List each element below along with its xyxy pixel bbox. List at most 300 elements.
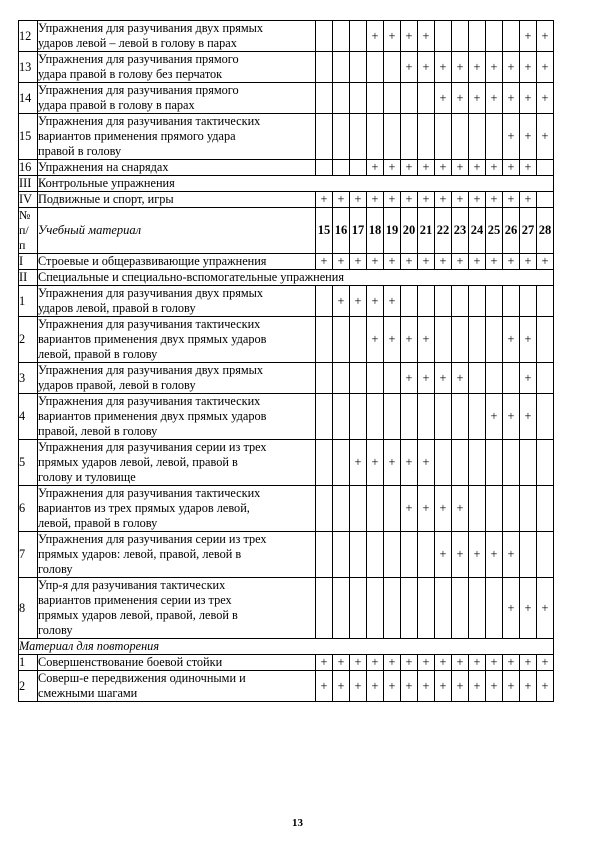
lesson-mark-cell [350,394,367,440]
lesson-mark-cell: + [350,254,367,270]
lesson-mark-cell [520,532,537,578]
header-num-line: п/ [19,223,29,237]
lesson-mark-cell [435,578,452,639]
lesson-mark-cell [316,114,333,160]
exercise-description [38,317,316,363]
lesson-mark-cell: + [486,532,503,578]
header-material: Учебный материал [38,208,316,254]
lesson-mark-cell [452,317,469,363]
header-num-line: п [19,238,26,252]
row-number: 12 [19,21,38,52]
header-lesson-27: 27 [520,208,537,254]
lesson-mark-cell: + [503,83,520,114]
lesson-mark-cell [503,486,520,532]
lesson-mark-cell: + [452,671,469,702]
description-line: Совершенствование боевой стойки [38,655,223,669]
lesson-mark-cell [350,486,367,532]
description-line: ударов левой, правой в голову [38,301,196,315]
description-line: удара правой в голову в парах [38,98,195,112]
table-row [19,671,554,702]
lesson-mark-cell: + [384,192,401,208]
lesson-mark-cell: + [367,254,384,270]
lesson-mark-cell [486,486,503,532]
lesson-mark-cell: + [367,192,384,208]
table-row [19,254,554,270]
lesson-mark-cell: + [367,440,384,486]
lesson-mark-cell: + [503,671,520,702]
lesson-mark-cell [333,578,350,639]
description-line: Строевые и общеразвивающие упражнения [38,254,267,268]
lesson-mark-cell: + [367,21,384,52]
table-row [19,655,554,671]
lesson-mark-cell: + [401,671,418,702]
lesson-mark-cell: + [333,192,350,208]
description-line: Упражнения для разучивания серии из трех [38,440,267,454]
lesson-mark-cell: + [316,254,333,270]
description-line: голову [38,562,73,576]
lesson-mark-cell [435,394,452,440]
lesson-mark-cell [452,440,469,486]
header-lesson-16: 16 [333,208,350,254]
lesson-mark-cell [469,286,486,317]
row-number: I [19,254,38,270]
lesson-mark-cell: + [503,317,520,363]
row-number: 16 [19,160,38,176]
lesson-mark-cell: + [384,160,401,176]
lesson-mark-cell: + [350,655,367,671]
table-row [19,160,554,176]
exercise-description [38,114,316,160]
lesson-mark-cell: + [435,363,452,394]
lesson-mark-cell [486,286,503,317]
section-title: Специальные и специально-вспомогательные упражнения [38,270,554,286]
lesson-mark-cell [469,440,486,486]
lesson-mark-cell: + [520,671,537,702]
row-number: 8 [19,578,38,639]
lesson-mark-cell: + [503,192,520,208]
lesson-mark-cell [486,578,503,639]
lesson-mark-cell: + [452,486,469,532]
lesson-mark-cell: + [435,486,452,532]
table-row [19,440,554,486]
lesson-mark-cell: + [520,254,537,270]
table-body-bottom [19,254,554,702]
lesson-mark-cell: + [486,160,503,176]
lesson-mark-cell: + [384,440,401,486]
exercise-description [38,254,316,270]
lesson-mark-cell [316,363,333,394]
lesson-mark-cell: + [367,286,384,317]
description-line: Упражнения для разучивания тактических [38,317,261,331]
lesson-mark-cell: + [418,655,435,671]
lesson-mark-cell [384,394,401,440]
lesson-mark-cell [537,394,554,440]
header-lesson-24: 24 [469,208,486,254]
lesson-mark-cell: + [537,21,554,52]
table-row [19,21,554,52]
lesson-mark-cell: + [435,52,452,83]
lesson-mark-cell: + [316,671,333,702]
lesson-mark-cell [435,21,452,52]
lesson-mark-cell [486,21,503,52]
lesson-mark-cell [333,317,350,363]
exercise-description [38,394,316,440]
lesson-mark-cell: + [452,160,469,176]
lesson-mark-cell [418,532,435,578]
lesson-mark-cell [503,440,520,486]
page-number: 13 [292,817,303,829]
lesson-mark-cell: + [401,192,418,208]
lesson-mark-cell [367,486,384,532]
lesson-mark-cell: + [316,192,333,208]
lesson-mark-cell: + [401,52,418,83]
lesson-mark-cell [384,363,401,394]
row-number: 2 [19,671,38,702]
lesson-mark-cell [469,363,486,394]
row-number: 2 [19,317,38,363]
lesson-mark-cell [350,114,367,160]
lesson-mark-cell: + [520,655,537,671]
row-number: 13 [19,52,38,83]
lesson-mark-cell: + [469,192,486,208]
lesson-mark-cell [401,578,418,639]
lesson-mark-cell: + [537,671,554,702]
lesson-mark-cell: + [452,192,469,208]
row-number: 4 [19,394,38,440]
lesson-mark-cell: + [401,440,418,486]
lesson-mark-cell [469,578,486,639]
lesson-mark-cell [401,532,418,578]
lesson-mark-cell [333,440,350,486]
lesson-mark-cell [350,160,367,176]
lesson-mark-cell: + [401,254,418,270]
header-lesson-17: 17 [350,208,367,254]
description-line: Упражнения для разучивания серии из трех [38,532,267,546]
lesson-mark-cell: + [520,114,537,160]
description-line: Подвижные и спорт, игры [38,192,174,206]
header-lesson-20: 20 [401,208,418,254]
lesson-mark-cell [367,83,384,114]
table-row [19,270,554,286]
lesson-mark-cell: + [435,254,452,270]
lesson-mark-cell: + [350,192,367,208]
section-title: Контрольные упражнения [38,176,554,192]
description-line: ударов левой – левой в голову в парах [38,36,237,50]
lesson-mark-cell [452,394,469,440]
lesson-mark-cell: + [469,52,486,83]
lesson-mark-cell: + [452,532,469,578]
lesson-mark-cell: + [418,486,435,532]
lesson-mark-cell: + [350,671,367,702]
lesson-mark-cell [537,286,554,317]
lesson-mark-cell: + [333,286,350,317]
lesson-mark-cell [333,160,350,176]
lesson-mark-cell: + [384,21,401,52]
table-row [19,578,554,639]
table-row [19,486,554,532]
lesson-mark-cell [418,286,435,317]
exercise-description [38,160,316,176]
lesson-mark-cell: + [401,21,418,52]
lesson-mark-cell [333,394,350,440]
description-line: правой в голову [38,144,122,158]
lesson-mark-cell [452,21,469,52]
header-lesson-23: 23 [452,208,469,254]
lesson-mark-cell [435,317,452,363]
description-line: вариантов применения прямого удара [38,129,236,143]
row-number: 1 [19,655,38,671]
lesson-mark-cell [316,532,333,578]
description-line: прямых ударов левой, правой, левой в [38,608,238,622]
lesson-mark-cell [384,578,401,639]
lesson-mark-cell [486,317,503,363]
lesson-mark-cell [350,83,367,114]
lesson-mark-cell [333,486,350,532]
lesson-mark-cell: + [452,363,469,394]
header-num-line: № [19,208,31,222]
lesson-mark-cell [316,317,333,363]
header-num-cell [19,208,38,254]
lesson-mark-cell: + [367,671,384,702]
lesson-mark-cell: + [452,254,469,270]
table-row [19,639,554,655]
lesson-mark-cell [401,394,418,440]
header-lesson-22: 22 [435,208,452,254]
lesson-mark-cell: + [486,192,503,208]
description-line: правой, левой в голову [38,424,158,438]
description-line: голову [38,623,73,637]
lesson-mark-cell: + [418,671,435,702]
lesson-mark-cell [384,83,401,114]
lesson-mark-cell [418,83,435,114]
lesson-mark-cell: + [418,254,435,270]
lesson-mark-cell: + [503,532,520,578]
lesson-mark-cell: + [435,192,452,208]
table-row [19,83,554,114]
exercise-description [38,192,316,208]
lesson-mark-cell: + [486,394,503,440]
lesson-mark-cell: + [503,655,520,671]
table-header [19,208,554,254]
lesson-mark-cell [316,578,333,639]
lesson-mark-cell: + [384,655,401,671]
lesson-plan-table [18,20,554,702]
lesson-mark-cell [350,52,367,83]
repeat-section-title: Материал для повторения [19,639,554,655]
exercise-description [38,532,316,578]
description-line: вариантов из трех прямых ударов левой, [38,501,250,515]
table-row [19,176,554,192]
description-line: Упражнения на снарядах [38,160,169,174]
exercise-description [38,363,316,394]
table-row [19,317,554,363]
exercise-description [38,83,316,114]
lesson-mark-cell: + [537,114,554,160]
table-row [19,394,554,440]
description-line: Упражнения для разучивания прямого [38,52,239,66]
description-line: Упражнения для разучивания двух прямых [38,286,264,300]
lesson-mark-cell: + [418,52,435,83]
header-lesson-15: 15 [316,208,333,254]
row-number: 5 [19,440,38,486]
description-line: прямых ударов левой, левой, правой в [38,455,238,469]
header-lesson-19: 19 [384,208,401,254]
lesson-mark-cell [469,317,486,363]
description-line: левой, правой в голову [38,516,158,530]
description-line: смежными шагами [38,686,138,700]
table-row [19,192,554,208]
description-line: вариантов применения двух прямых ударов [38,409,267,423]
row-number: 15 [19,114,38,160]
exercise-description [38,671,316,702]
lesson-mark-cell [520,486,537,532]
lesson-mark-cell [537,192,554,208]
exercise-description [38,440,316,486]
lesson-mark-cell: + [520,394,537,440]
lesson-mark-cell [333,363,350,394]
lesson-mark-cell: + [503,52,520,83]
header-lesson-21: 21 [418,208,435,254]
lesson-mark-cell [333,52,350,83]
lesson-mark-cell: + [503,114,520,160]
lesson-mark-cell: + [520,363,537,394]
lesson-mark-cell [316,52,333,83]
lesson-mark-cell [333,114,350,160]
lesson-mark-cell [452,114,469,160]
lesson-mark-cell: + [350,440,367,486]
header-lesson-18: 18 [367,208,384,254]
exercise-description [38,578,316,639]
lesson-mark-cell: + [418,192,435,208]
lesson-mark-cell [350,578,367,639]
lesson-mark-cell [367,394,384,440]
exercise-description [38,52,316,83]
lesson-mark-cell [384,52,401,83]
lesson-mark-cell: + [520,83,537,114]
lesson-mark-cell [520,440,537,486]
description-line: Упражнения для разучивания прямого [38,83,239,97]
lesson-mark-cell: + [503,160,520,176]
exercise-description [38,21,316,52]
lesson-mark-cell [469,486,486,532]
lesson-mark-cell: + [401,160,418,176]
lesson-mark-cell [367,114,384,160]
lesson-mark-cell [537,532,554,578]
lesson-mark-cell [384,486,401,532]
lesson-mark-cell [452,286,469,317]
lesson-mark-cell: + [469,532,486,578]
lesson-mark-cell [316,160,333,176]
row-number: 1 [19,286,38,317]
lesson-mark-cell: + [520,317,537,363]
lesson-mark-cell: + [486,655,503,671]
lesson-mark-cell: + [418,160,435,176]
lesson-mark-cell: + [520,160,537,176]
lesson-mark-cell: + [520,192,537,208]
lesson-mark-cell: + [469,254,486,270]
header-lesson-26: 26 [503,208,520,254]
lesson-mark-cell [537,486,554,532]
lesson-mark-cell: + [333,671,350,702]
table-row [19,286,554,317]
lesson-mark-cell [401,83,418,114]
lesson-mark-cell [333,83,350,114]
lesson-mark-cell [367,578,384,639]
lesson-mark-cell: + [486,254,503,270]
lesson-mark-cell [316,21,333,52]
lesson-mark-cell: + [418,317,435,363]
lesson-mark-cell: + [469,83,486,114]
lesson-mark-cell [469,114,486,160]
lesson-mark-cell [316,486,333,532]
lesson-mark-cell: + [537,655,554,671]
header-lesson-28: 28 [537,208,554,254]
row-number: 7 [19,532,38,578]
lesson-mark-cell [350,532,367,578]
description-line: голову и туловище [38,470,136,484]
description-line: вариантов применения серии из трех [38,593,232,607]
lesson-mark-cell [435,440,452,486]
lesson-mark-cell: + [503,394,520,440]
lesson-mark-cell: + [401,363,418,394]
lesson-mark-cell [435,286,452,317]
row-number: III [19,176,38,192]
lesson-mark-cell [384,114,401,160]
description-line: левой, правой в голову [38,347,158,361]
lesson-mark-cell: + [401,317,418,363]
exercise-description [38,286,316,317]
description-line: Упражнения для разучивания тактических [38,486,261,500]
lesson-mark-cell [418,114,435,160]
lesson-mark-cell: + [435,671,452,702]
lesson-mark-cell [350,363,367,394]
lesson-mark-cell: + [333,655,350,671]
lesson-mark-cell: + [469,655,486,671]
lesson-mark-cell: + [503,578,520,639]
lesson-mark-cell [435,114,452,160]
table-row [19,363,554,394]
table-row [19,532,554,578]
row-number: 3 [19,363,38,394]
lesson-mark-cell: + [486,52,503,83]
lesson-mark-cell [469,21,486,52]
lesson-mark-cell [503,363,520,394]
lesson-mark-cell [316,394,333,440]
description-line: Упр-я для разучивания тактических [38,578,226,592]
description-line: вариантов применения двух прямых ударов [38,332,267,346]
lesson-mark-cell [486,363,503,394]
lesson-mark-cell: + [316,655,333,671]
lesson-mark-cell [316,286,333,317]
header-lesson-25: 25 [486,208,503,254]
lesson-mark-cell [333,532,350,578]
lesson-mark-cell: + [435,83,452,114]
lesson-mark-cell: + [520,21,537,52]
lesson-mark-cell: + [418,363,435,394]
lesson-mark-cell [316,83,333,114]
lesson-mark-cell [316,440,333,486]
description-line: Упражнения для разучивания тактических [38,394,261,408]
lesson-mark-cell [486,440,503,486]
lesson-mark-cell: + [384,286,401,317]
lesson-mark-cell: + [435,532,452,578]
lesson-mark-cell: + [503,254,520,270]
description-line: Упражнения для разучивания двух прямых [38,21,264,35]
lesson-mark-cell: + [486,671,503,702]
lesson-mark-cell [333,21,350,52]
lesson-mark-cell: + [418,21,435,52]
lesson-mark-cell: + [435,655,452,671]
